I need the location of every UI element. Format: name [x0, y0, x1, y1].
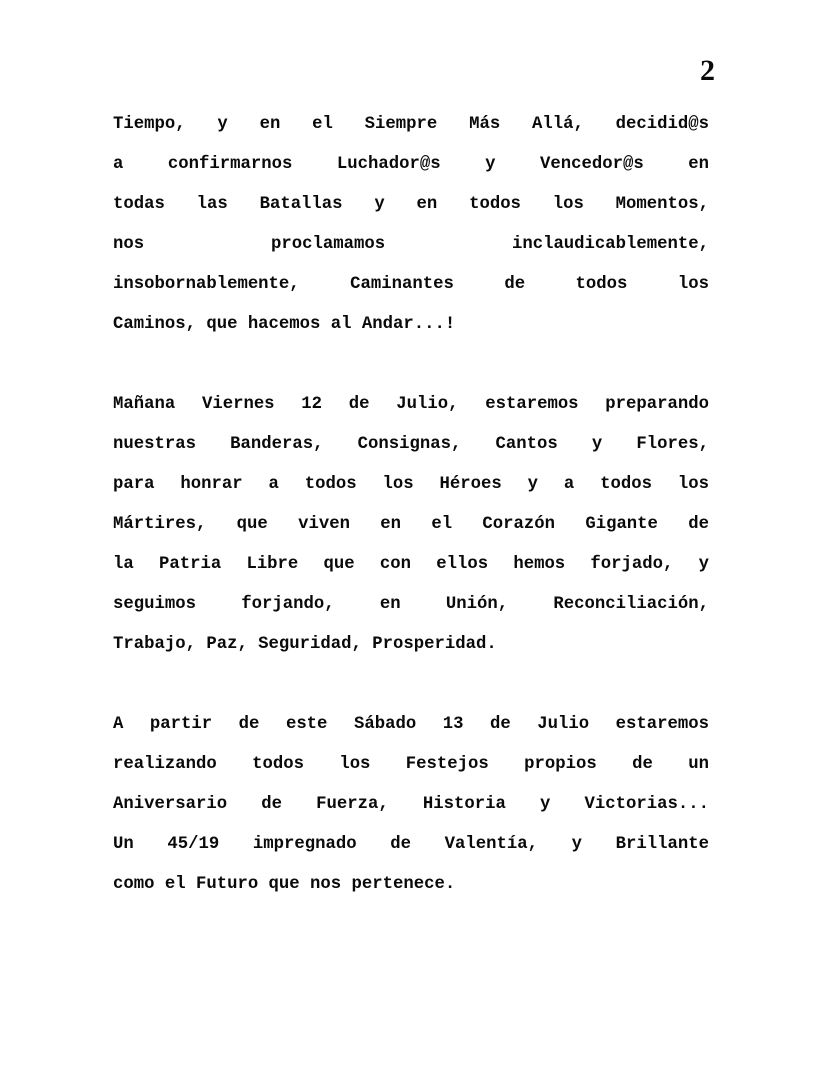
text-line: la Patria Libre que con ellos hemos forjado, y: [113, 555, 709, 574]
text-line: Aniversario de Fuerza, Historia y Victorias...: [113, 795, 709, 814]
text-line: nuestras Banderas, Consignas, Cantos y Flores,: [113, 435, 709, 454]
text-line: A partir de este Sábado 13 de Julio estaremos: [113, 715, 709, 734]
text-line: Un 45/19 impregnado de Valentía, y Brillante: [113, 835, 709, 854]
paragraph: [113, 385, 709, 665]
text-line: Mañana Viernes 12 de Julio, estaremos preparando: [113, 395, 709, 414]
text-line: Trabajo, Paz, Seguridad, Prosperidad.: [113, 635, 497, 654]
text-line: Tiempo, y en el Siempre Más Allá, decidid@s: [113, 115, 709, 134]
text-line: Caminos, que hacemos al Andar...!: [113, 315, 456, 334]
text-line: para honrar a todos los Héroes y a todos los: [113, 475, 709, 494]
text-line: a confirmarnos Luchador@s y Vencedor@s en: [113, 155, 709, 174]
text-line: realizando todos los Festejos propios de un: [113, 755, 709, 774]
paragraph: [113, 105, 709, 345]
page-number: 2: [700, 54, 715, 87]
text-line: como el Futuro que nos pertenece.: [113, 875, 456, 894]
text-line: Mártires, que viven en el Corazón Gigante de: [113, 515, 709, 534]
paragraph: [113, 705, 709, 905]
text-line: nos proclamamos inclaudicablemente,: [113, 235, 709, 254]
text-line: todas las Batallas y en todos los Momentos,: [113, 195, 709, 214]
document-body: [113, 105, 709, 905]
text-line: insobornablemente, Caminantes de todos los: [113, 275, 709, 294]
text-line: seguimos forjando, en Unión, Reconciliación,: [113, 595, 709, 614]
